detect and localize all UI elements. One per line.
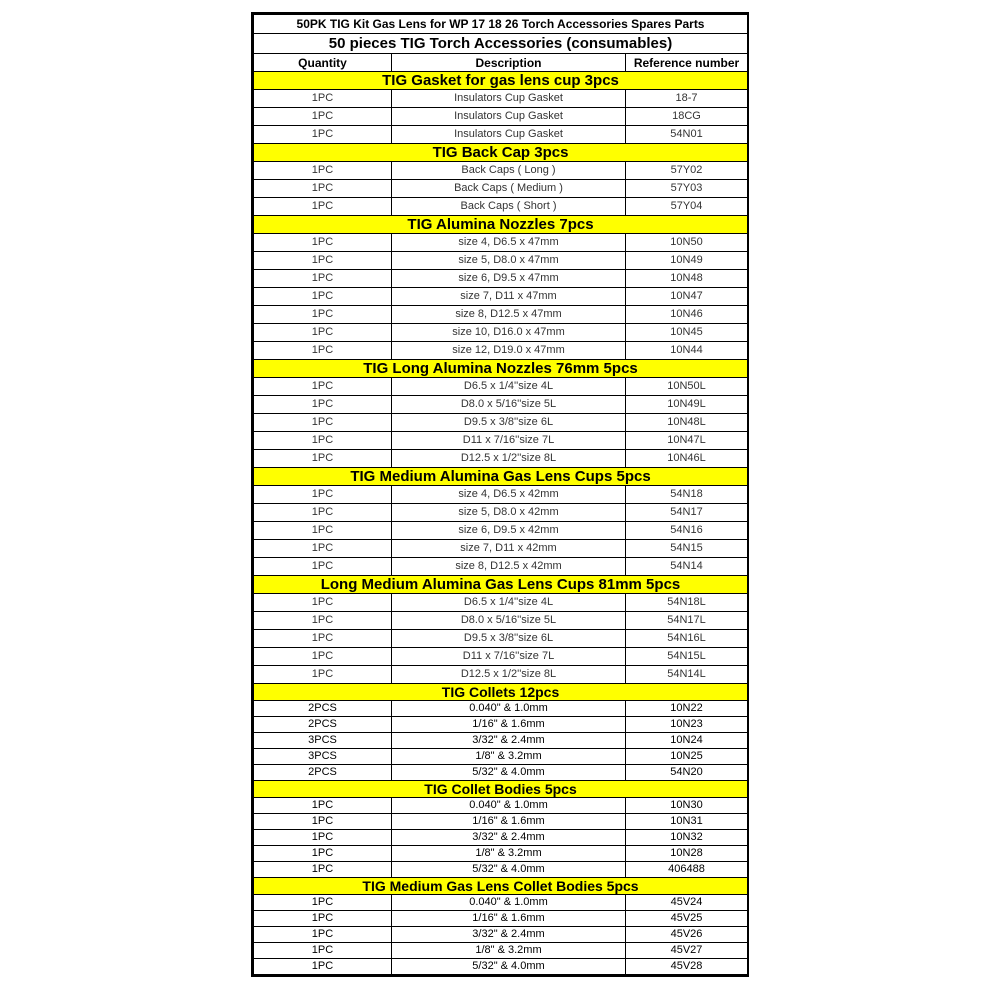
reference-cell: 10N50L: [626, 378, 748, 396]
reference-cell: 57Y04: [626, 198, 748, 216]
reference-cell: 10N44: [626, 342, 748, 360]
quantity-cell: 1PC: [254, 540, 392, 558]
section-title: TIG Medium Alumina Gas Lens Cups 5pcs: [254, 468, 748, 486]
reference-cell: 57Y03: [626, 180, 748, 198]
description-cell: size 6, D9.5 x 42mm: [392, 522, 626, 540]
section-title: TIG Collet Bodies 5pcs: [254, 781, 748, 798]
description-cell: 0.040" & 1.0mm: [392, 701, 626, 717]
table-row: [254, 927, 748, 943]
description-cell: 3/32" & 2.4mm: [392, 927, 626, 943]
description-cell: D6.5 x 1/4''size 4L: [392, 378, 626, 396]
subtitle-row: [254, 34, 748, 54]
section-title: TIG Long Alumina Nozzles 76mm 5pcs: [254, 360, 748, 378]
reference-cell: 10N28: [626, 846, 748, 862]
table-row: [254, 895, 748, 911]
reference-cell: 10N30: [626, 798, 748, 814]
reference-cell: 10N46L: [626, 450, 748, 468]
reference-cell: 10N50: [626, 234, 748, 252]
table-row: [254, 306, 748, 324]
reference-cell: 10N24: [626, 733, 748, 749]
quantity-cell: 1PC: [254, 927, 392, 943]
reference-cell: 54N01: [626, 126, 748, 144]
description-cell: D11 x 7/16''size 7L: [392, 648, 626, 666]
description-cell: 1/16" & 1.6mm: [392, 717, 626, 733]
description-cell: 1/16" & 1.6mm: [392, 814, 626, 830]
table-row: [254, 450, 748, 468]
quantity-cell: 1PC: [254, 862, 392, 878]
description-cell: 5/32" & 4.0mm: [392, 862, 626, 878]
reference-cell: 54N18L: [626, 594, 748, 612]
description-cell: size 4, D6.5 x 42mm: [392, 486, 626, 504]
reference-cell: 10N23: [626, 717, 748, 733]
description-cell: 0.040" & 1.0mm: [392, 798, 626, 814]
quantity-cell: 1PC: [254, 198, 392, 216]
reference-cell: 10N48L: [626, 414, 748, 432]
quantity-cell: 1PC: [254, 396, 392, 414]
description-cell: 3/32" & 2.4mm: [392, 830, 626, 846]
quantity-cell: 1PC: [254, 234, 392, 252]
reference-cell: 10N22: [626, 701, 748, 717]
reference-cell: 18-7: [626, 90, 748, 108]
section-header-row: [254, 684, 748, 701]
table-row: [254, 90, 748, 108]
quantity-cell: 3PCS: [254, 733, 392, 749]
reference-cell: 45V26: [626, 927, 748, 943]
header-reference-number: Reference number: [626, 54, 748, 72]
reference-cell: 54N15: [626, 540, 748, 558]
column-header-row: [254, 54, 748, 72]
description-cell: size 4, D6.5 x 47mm: [392, 234, 626, 252]
description-cell: D9.5 x 3/8''size 6L: [392, 630, 626, 648]
table-row: [254, 749, 748, 765]
table-row: [254, 414, 748, 432]
section-header-row: [254, 781, 748, 798]
reference-cell: 18CG: [626, 108, 748, 126]
description-cell: Back Caps ( Medium ): [392, 180, 626, 198]
table-row: [254, 911, 748, 927]
table-row: [254, 798, 748, 814]
table-row: [254, 814, 748, 830]
reference-cell: 45V28: [626, 959, 748, 975]
quantity-cell: 1PC: [254, 558, 392, 576]
quantity-cell: 2PCS: [254, 717, 392, 733]
description-cell: 1/8" & 3.2mm: [392, 749, 626, 765]
quantity-cell: 1PC: [254, 895, 392, 911]
reference-cell: 57Y02: [626, 162, 748, 180]
table-row: [254, 486, 748, 504]
table-row: [254, 180, 748, 198]
table-row: [254, 198, 748, 216]
section-title: TIG Gasket for gas lens cup 3pcs: [254, 72, 748, 90]
description-cell: Back Caps ( Long ): [392, 162, 626, 180]
table-row: [254, 234, 748, 252]
description-cell: D8.0 x 5/16''size 5L: [392, 612, 626, 630]
quantity-cell: 1PC: [254, 252, 392, 270]
table-row: [254, 830, 748, 846]
reference-cell: 54N15L: [626, 648, 748, 666]
description-cell: 1/16" & 1.6mm: [392, 911, 626, 927]
description-cell: size 5, D8.0 x 47mm: [392, 252, 626, 270]
document-title: 50PK TIG Kit Gas Lens for WP 17 18 26 Torch Accessories Spares Parts: [254, 15, 748, 34]
reference-cell: 54N18: [626, 486, 748, 504]
description-cell: size 7, D11 x 47mm: [392, 288, 626, 306]
description-cell: D12.5 x 1/2''size 8L: [392, 450, 626, 468]
description-cell: 1/8" & 3.2mm: [392, 846, 626, 862]
table-row: [254, 396, 748, 414]
header-description: Description: [392, 54, 626, 72]
table-row: [254, 612, 748, 630]
description-cell: size 6, D9.5 x 47mm: [392, 270, 626, 288]
description-cell: size 12, D19.0 x 47mm: [392, 342, 626, 360]
quantity-cell: 1PC: [254, 324, 392, 342]
description-cell: D6.5 x 1/4''size 4L: [392, 594, 626, 612]
table-row: [254, 846, 748, 862]
table-row: [254, 594, 748, 612]
section-header-row: [254, 878, 748, 895]
reference-cell: 10N46: [626, 306, 748, 324]
table-row: [254, 943, 748, 959]
table-row: [254, 648, 748, 666]
reference-cell: 45V27: [626, 943, 748, 959]
description-cell: D11 x 7/16''size 7L: [392, 432, 626, 450]
reference-cell: 54N17: [626, 504, 748, 522]
parts-list-sheet: [251, 12, 749, 977]
table-row: [254, 540, 748, 558]
quantity-cell: 1PC: [254, 126, 392, 144]
description-cell: 3/32" & 2.4mm: [392, 733, 626, 749]
quantity-cell: 1PC: [254, 911, 392, 927]
reference-cell: 45V24: [626, 895, 748, 911]
reference-cell: 54N14L: [626, 666, 748, 684]
table-row: [254, 701, 748, 717]
document-subtitle: 50 pieces TIG Torch Accessories (consumables): [254, 34, 748, 54]
table-row: [254, 126, 748, 144]
quantity-cell: 1PC: [254, 378, 392, 396]
table-row: [254, 959, 748, 975]
quantity-cell: 1PC: [254, 90, 392, 108]
reference-cell: 54N16: [626, 522, 748, 540]
quantity-cell: 1PC: [254, 270, 392, 288]
quantity-cell: 1PC: [254, 959, 392, 975]
table-row: [254, 432, 748, 450]
quantity-cell: 1PC: [254, 830, 392, 846]
section-title: TIG Collets 12pcs: [254, 684, 748, 701]
description-cell: 1/8" & 3.2mm: [392, 943, 626, 959]
quantity-cell: 1PC: [254, 414, 392, 432]
quantity-cell: 1PC: [254, 846, 392, 862]
table-row: [254, 504, 748, 522]
reference-cell: 54N17L: [626, 612, 748, 630]
quantity-cell: 1PC: [254, 630, 392, 648]
reference-cell: 10N49: [626, 252, 748, 270]
description-cell: size 10, D16.0 x 47mm: [392, 324, 626, 342]
table-row: [254, 378, 748, 396]
quantity-cell: 1PC: [254, 288, 392, 306]
quantity-cell: 1PC: [254, 798, 392, 814]
table-row: [254, 765, 748, 781]
table-row: [254, 288, 748, 306]
table-row: [254, 108, 748, 126]
quantity-cell: 1PC: [254, 162, 392, 180]
quantity-cell: 1PC: [254, 486, 392, 504]
section-header-row: [254, 72, 748, 90]
reference-cell: 54N20: [626, 765, 748, 781]
header-quantity: Quantity: [254, 54, 392, 72]
reference-cell: 10N32: [626, 830, 748, 846]
section-header-row: [254, 576, 748, 594]
title-row: [254, 15, 748, 34]
table-row: [254, 342, 748, 360]
section-header-row: [254, 216, 748, 234]
description-cell: 5/32" & 4.0mm: [392, 959, 626, 975]
description-cell: size 8, D12.5 x 47mm: [392, 306, 626, 324]
quantity-cell: 1PC: [254, 180, 392, 198]
section-title: TIG Alumina Nozzles 7pcs: [254, 216, 748, 234]
table-row: [254, 862, 748, 878]
reference-cell: 406488: [626, 862, 748, 878]
section-header-row: [254, 144, 748, 162]
reference-cell: 10N47L: [626, 432, 748, 450]
description-cell: D8.0 x 5/16''size 5L: [392, 396, 626, 414]
quantity-cell: 1PC: [254, 504, 392, 522]
quantity-cell: 1PC: [254, 612, 392, 630]
description-cell: 5/32" & 4.0mm: [392, 765, 626, 781]
section-header-row: [254, 468, 748, 486]
description-cell: Insulators Cup Gasket: [392, 108, 626, 126]
description-cell: 0.040" & 1.0mm: [392, 895, 626, 911]
reference-cell: 10N31: [626, 814, 748, 830]
quantity-cell: 2PCS: [254, 765, 392, 781]
section-title: TIG Medium Gas Lens Collet Bodies 5pcs: [254, 878, 748, 895]
table-row: [254, 733, 748, 749]
table-row: [254, 630, 748, 648]
description-cell: Insulators Cup Gasket: [392, 90, 626, 108]
reference-cell: 10N25: [626, 749, 748, 765]
quantity-cell: 1PC: [254, 306, 392, 324]
quantity-cell: 1PC: [254, 814, 392, 830]
reference-cell: 10N49L: [626, 396, 748, 414]
quantity-cell: 1PC: [254, 108, 392, 126]
section-title: TIG Back Cap 3pcs: [254, 144, 748, 162]
table-row: [254, 717, 748, 733]
description-cell: size 5, D8.0 x 42mm: [392, 504, 626, 522]
reference-cell: 10N45: [626, 324, 748, 342]
table-row: [254, 162, 748, 180]
description-cell: D9.5 x 3/8''size 6L: [392, 414, 626, 432]
reference-cell: 10N47: [626, 288, 748, 306]
quantity-cell: 1PC: [254, 522, 392, 540]
quantity-cell: 1PC: [254, 450, 392, 468]
section-header-row: [254, 360, 748, 378]
quantity-cell: 1PC: [254, 342, 392, 360]
description-cell: Insulators Cup Gasket: [392, 126, 626, 144]
reference-cell: 54N16L: [626, 630, 748, 648]
quantity-cell: 1PC: [254, 594, 392, 612]
table-row: [254, 558, 748, 576]
quantity-cell: 2PCS: [254, 701, 392, 717]
quantity-cell: 3PCS: [254, 749, 392, 765]
description-cell: size 7, D11 x 42mm: [392, 540, 626, 558]
table-row: [254, 666, 748, 684]
reference-cell: 10N48: [626, 270, 748, 288]
table-row: [254, 270, 748, 288]
description-cell: Back Caps ( Short ): [392, 198, 626, 216]
quantity-cell: 1PC: [254, 666, 392, 684]
reference-cell: 54N14: [626, 558, 748, 576]
reference-cell: 45V25: [626, 911, 748, 927]
quantity-cell: 1PC: [254, 432, 392, 450]
table-row: [254, 252, 748, 270]
table-row: [254, 324, 748, 342]
description-cell: size 8, D12.5 x 42mm: [392, 558, 626, 576]
parts-table: [253, 14, 748, 975]
section-title: Long Medium Alumina Gas Lens Cups 81mm 5pcs: [254, 576, 748, 594]
quantity-cell: 1PC: [254, 648, 392, 666]
quantity-cell: 1PC: [254, 943, 392, 959]
table-row: [254, 522, 748, 540]
description-cell: D12.5 x 1/2''size 8L: [392, 666, 626, 684]
